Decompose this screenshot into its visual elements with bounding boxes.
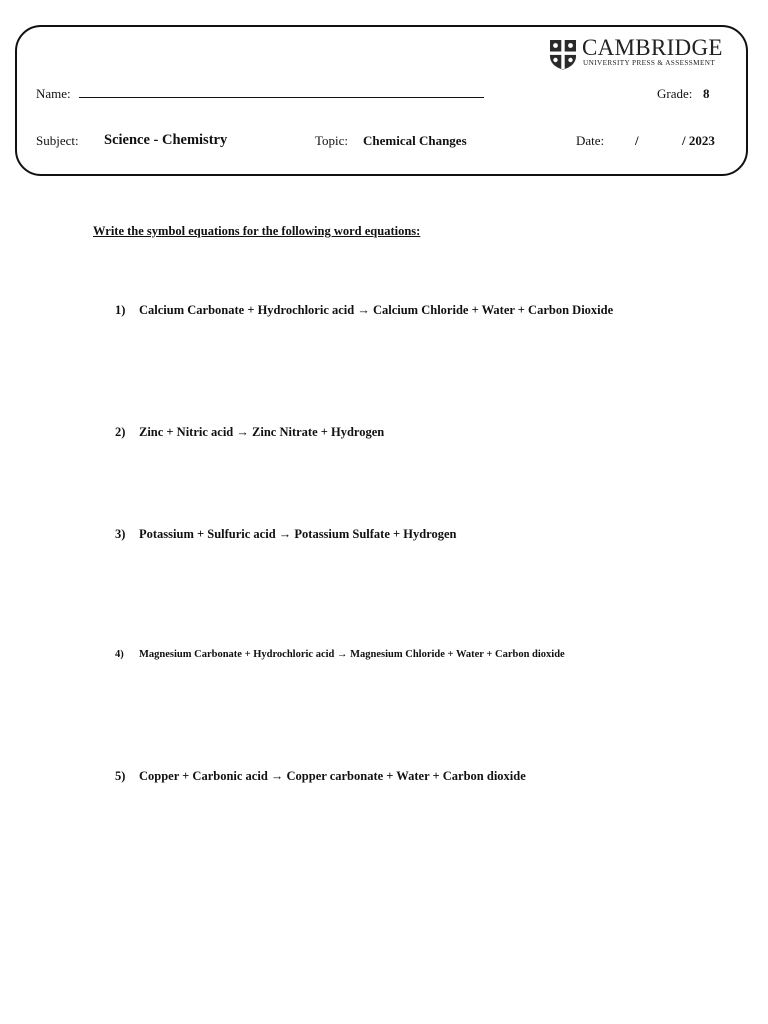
logo-subtitle: UNIVERSITY PRESS & ASSESSMENT	[583, 59, 716, 67]
question-1	[115, 302, 613, 318]
cambridge-logo	[549, 35, 734, 72]
question-number: 1)	[115, 303, 126, 317]
question-text: Potassium + Sulfuric acid → Potassium Sulfate + Hydrogen	[139, 527, 457, 541]
date-year: / 2023	[682, 133, 715, 148]
question-text: Copper + Carbonic acid → Copper carbonate + Water + Carbon dioxide	[139, 769, 526, 783]
question-text: Calcium Carbonate + Hydrochloric acid → Calcium Chloride + Water + Carbon Dioxide	[139, 303, 614, 317]
question-2	[115, 424, 384, 440]
question-number: 2)	[115, 425, 126, 439]
question-number: 4)	[115, 649, 124, 660]
name-line	[79, 97, 484, 98]
name-label: Name:	[36, 86, 71, 101]
date-slash: /	[635, 133, 639, 148]
topic-value: Chemical Changes	[363, 133, 467, 148]
question-4	[115, 647, 565, 663]
question-3	[115, 526, 457, 542]
subject-label: Subject:	[36, 133, 79, 148]
grade-label: Grade:	[657, 86, 693, 101]
question-text: Zinc + Nitric acid → Zinc Nitrate + Hydrogen	[139, 425, 385, 439]
instruction-heading: Write the symbol equations for the following word equations:	[93, 224, 421, 238]
question-number: 3)	[115, 527, 126, 541]
date-label: Date:	[576, 133, 605, 148]
cambridge-shield-icon	[549, 39, 577, 70]
logo-wordmark: CAMBRIDGE	[582, 35, 723, 60]
question-text: Magnesium Carbonate + Hydrochloric acid → Magnesium Chloride + Water + Carbon dioxide	[139, 649, 565, 660]
question-number: 5)	[115, 769, 126, 783]
question-5	[115, 768, 526, 784]
topic-label: Topic:	[315, 133, 349, 148]
subject-value: Science - Chemistry	[104, 132, 228, 148]
grade-value: 8	[703, 86, 710, 101]
